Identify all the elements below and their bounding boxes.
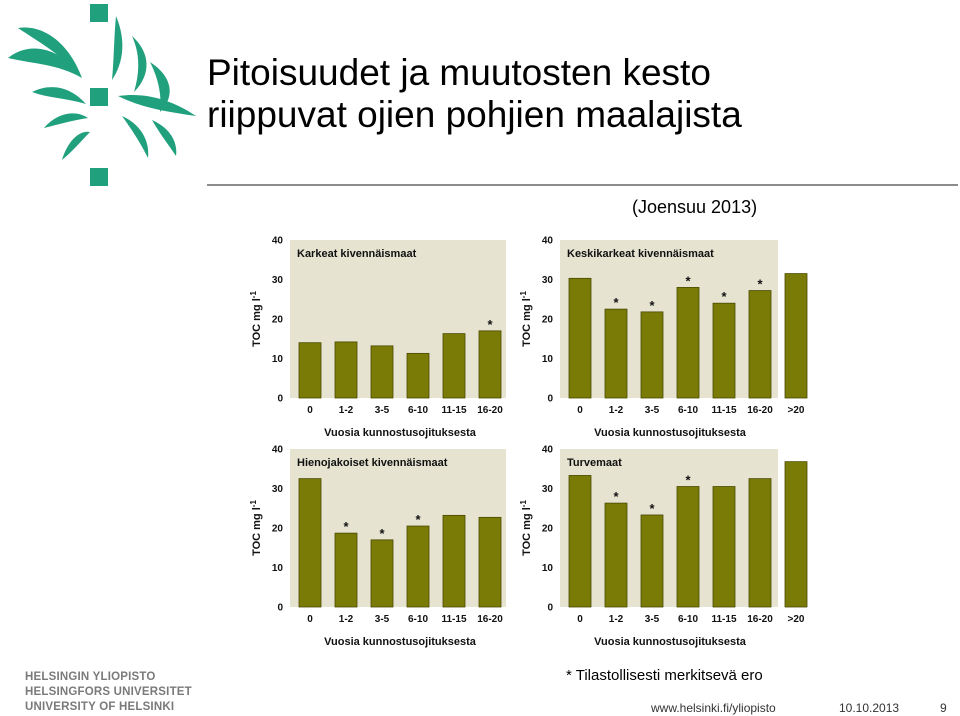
- bar-3-5: [371, 540, 393, 607]
- bar-16-20: [479, 517, 501, 607]
- x-axis-label: Vuosia kunnostusojituksesta: [324, 427, 476, 439]
- bar-6-10: [677, 487, 699, 607]
- bar-16-20: [479, 331, 501, 398]
- bar-1-2: [335, 533, 357, 607]
- significance-marker: *: [613, 489, 619, 505]
- y-tick-label: 10: [541, 354, 553, 365]
- bar->20: [785, 274, 807, 398]
- significance-marker: *: [613, 295, 619, 311]
- x-tick-label: 0: [577, 614, 583, 625]
- x-tick-label: 6-10: [677, 405, 699, 416]
- x-tick-label: >20: [787, 405, 805, 416]
- x-tick-label: 3-5: [374, 614, 390, 625]
- x-axis-label: Vuosia kunnostusojituksesta: [594, 636, 746, 648]
- x-tick-label: 11-15: [711, 405, 737, 416]
- x-axis-label: Vuosia kunnostusojituksesta: [594, 427, 746, 439]
- significance-marker: *: [487, 316, 493, 332]
- x-tick-label: 1-2: [338, 405, 354, 416]
- significance-marker: *: [757, 276, 763, 292]
- plot-background: [560, 240, 778, 398]
- x-tick-label: 16-20: [477, 405, 503, 416]
- chart-panel-2: [519, 236, 807, 440]
- bar-6-10: [677, 287, 699, 398]
- footer-url: www.helsinki.fi/yliopisto: [651, 701, 776, 715]
- bar-3-5: [371, 346, 393, 398]
- x-tick-label: 0: [307, 405, 313, 416]
- slide-title-line-1: Pitoisuudet ja muutosten kesto: [207, 52, 711, 93]
- x-tick-label: >20: [787, 614, 805, 625]
- bar-11-15: [443, 515, 465, 607]
- y-axis-label: TOC mg $l^{-1}$: [519, 500, 533, 556]
- significance-marker: *: [649, 297, 655, 313]
- y-tick-label: 40: [541, 444, 553, 456]
- x-tick-label: 0: [577, 405, 583, 416]
- significance-marker: *: [343, 519, 349, 535]
- x-tick-label: 11-15: [711, 614, 737, 625]
- chart-title: Keskikarkeat kivennäismaat: [567, 248, 714, 260]
- y-tick-label: 20: [271, 314, 283, 326]
- bar-6-10: [407, 526, 429, 607]
- y-tick-label: 20: [271, 523, 283, 535]
- y-tick-label: 20: [541, 523, 553, 535]
- significance-marker: *: [379, 525, 385, 541]
- x-tick-label: 6-10: [407, 614, 429, 625]
- y-axis-label: TOC mg $l^{-1}$: [519, 291, 533, 347]
- y-tick-label: 30: [541, 275, 553, 286]
- university-name-sv: HELSINGFORS UNIVERSITET: [25, 686, 192, 698]
- slide-title-line-2: riippuvat ojien pohjien maalajista: [207, 94, 742, 135]
- x-tick-label: 3-5: [644, 614, 660, 625]
- plot-background: [290, 449, 506, 607]
- x-tick-label: 11-15: [441, 614, 467, 625]
- y-tick-label: 40: [541, 235, 553, 247]
- chart-panel-3: [249, 445, 506, 649]
- significance-marker: *: [721, 289, 727, 305]
- plot-background: [290, 240, 506, 398]
- y-tick-label: 0: [277, 602, 283, 614]
- y-tick-label: 10: [541, 563, 553, 574]
- significance-marker: *: [685, 273, 691, 289]
- significance-marker: *: [649, 500, 655, 516]
- bar->20: [785, 462, 807, 607]
- x-tick-label: 6-10: [677, 614, 699, 625]
- bar-0: [569, 475, 591, 607]
- x-tick-label: 0: [307, 614, 313, 625]
- y-tick-label: 30: [271, 275, 283, 286]
- y-tick-label: 30: [541, 484, 553, 495]
- x-tick-label: 1-2: [608, 405, 624, 416]
- plot-background: [560, 449, 778, 607]
- x-tick-label: 6-10: [407, 405, 429, 416]
- chart-title: Karkeat kivennäismaat: [297, 248, 417, 260]
- y-tick-label: 30: [271, 484, 283, 495]
- x-tick-label: 16-20: [747, 405, 773, 416]
- bar-0: [299, 343, 321, 398]
- chart-title: Turvemaat: [567, 457, 622, 469]
- source-citation: (Joensuu 2013): [632, 197, 758, 217]
- x-tick-label: 16-20: [747, 614, 773, 625]
- y-tick-label: 40: [271, 235, 283, 247]
- bar-0: [569, 278, 591, 398]
- x-tick-label: 1-2: [608, 614, 624, 625]
- y-tick-label: 10: [271, 563, 283, 574]
- bar-1-2: [605, 503, 627, 607]
- bar-6-10: [407, 353, 429, 398]
- page-number: 9: [940, 701, 947, 715]
- x-axis-label: Vuosia kunnostusojituksesta: [324, 636, 476, 648]
- chart-panel-1: [249, 236, 506, 440]
- bar-11-15: [713, 303, 735, 398]
- bar-11-15: [443, 334, 465, 398]
- bar-16-20: [749, 291, 771, 398]
- y-tick-label: 0: [547, 393, 553, 405]
- y-tick-label: 20: [541, 314, 553, 326]
- x-tick-label: 3-5: [644, 405, 660, 416]
- y-axis-label: TOC mg $l^{-1}$: [249, 291, 263, 347]
- chart-title: Hienojakoiset kivennäismaat: [297, 457, 448, 469]
- significance-marker: *: [685, 472, 691, 488]
- bar-1-2: [605, 309, 627, 398]
- chart-panel-4: [519, 445, 807, 649]
- footer-date: 10.10.2013: [839, 701, 900, 715]
- y-tick-label: 0: [277, 393, 283, 405]
- bar-1-2: [335, 342, 357, 398]
- bar-3-5: [641, 515, 663, 607]
- university-wordmark: [25, 670, 192, 715]
- bar-3-5: [641, 312, 663, 398]
- x-tick-label: 1-2: [338, 614, 354, 625]
- bar-16-20: [749, 479, 771, 607]
- x-tick-label: 11-15: [441, 405, 467, 416]
- significance-marker: *: [415, 512, 421, 528]
- university-name-en: UNIVERSITY OF HELSINKI: [25, 701, 175, 713]
- y-axis-label: TOC mg $l^{-1}$: [249, 500, 263, 556]
- footnote: * Tilastollisesti merkitsevä ero: [566, 667, 763, 684]
- y-tick-label: 0: [547, 602, 553, 614]
- x-tick-label: 16-20: [477, 614, 503, 625]
- bar-0: [299, 479, 321, 607]
- x-tick-label: 3-5: [374, 405, 390, 416]
- university-name-fi: HELSINGIN YLIOPISTO: [25, 671, 156, 683]
- bar-11-15: [713, 487, 735, 607]
- y-tick-label: 40: [271, 444, 283, 456]
- y-tick-label: 10: [271, 354, 283, 365]
